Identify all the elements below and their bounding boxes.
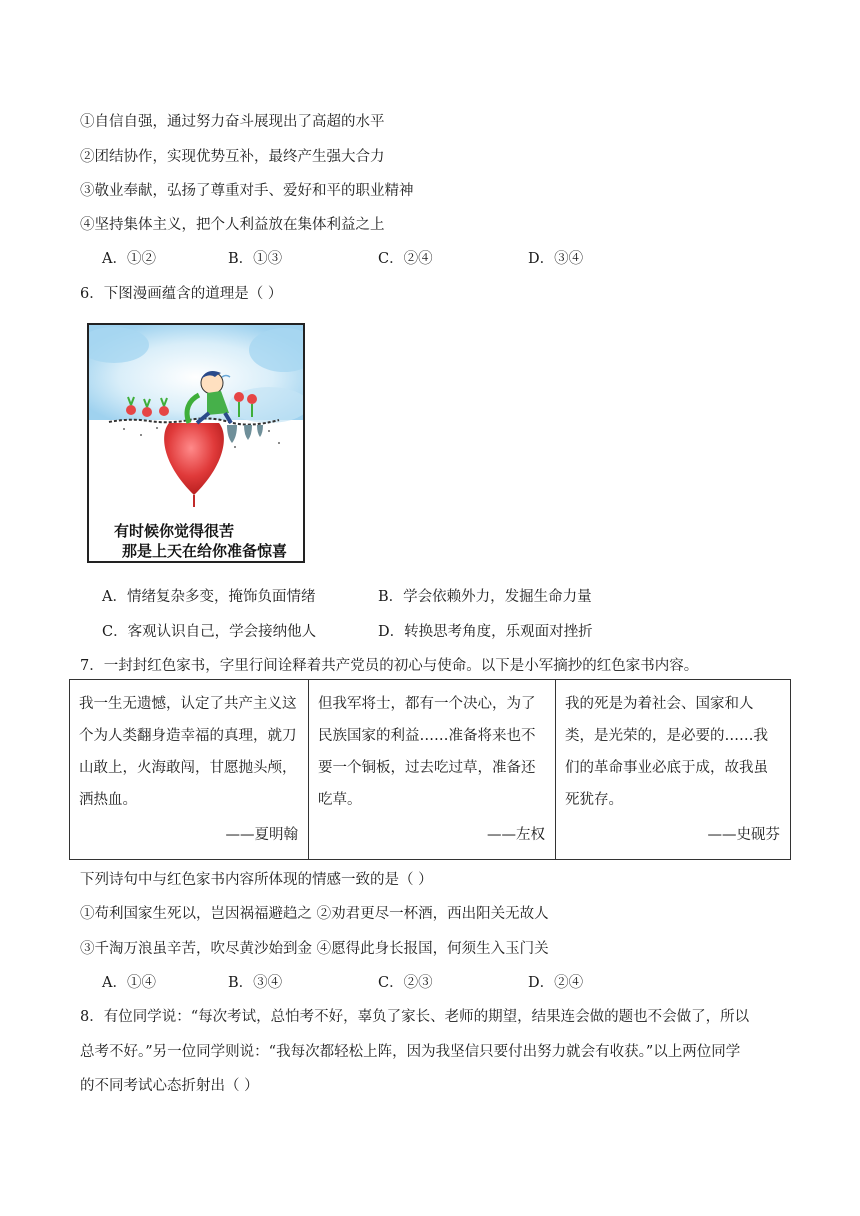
- q6-option-b[interactable]: B．学会依赖外力，发掘生命力量: [378, 589, 592, 605]
- letter-text: 但我军将士，都有一个决心，为了民族国家的利益……准备将来也不要一个铜板，过去吃过草，准备还吃草。: [318, 696, 536, 808]
- q6-cartoon-caption-2: 那是上天在给你准备惊喜: [122, 542, 288, 560]
- q6-option-a[interactable]: A．情绪复杂多变，掩饰负面情绪: [102, 589, 316, 605]
- q8-line-2: 总考不好。”另一位同学则说：“我每次都轻松上阵，因为我坚信只要付出努力就会有收获。”以上两位同学: [80, 1044, 741, 1060]
- q5-option-b[interactable]: B．①③: [228, 251, 283, 267]
- q8-line-1: 8．有位同学说：“每次考试，总怕考不好，辜负了家长、老师的期望，结果连会做的题也不会做了，所以: [80, 1009, 750, 1025]
- letter-text: 我一生无遗憾，认定了共产主义这个为人类翻身造幸福的真理，就刀山敢上，火海敢闯，甘愿抛头颅，洒热血。: [79, 696, 297, 808]
- q8-line-3: 的不同考试心态折射出（ ）: [80, 1078, 259, 1094]
- q6-option-d[interactable]: D．转换思考角度，乐观面对挫折: [378, 624, 593, 640]
- q5-statement-3: ③敬业奉献，弘扬了尊重对手、爱好和平的职业精神: [80, 183, 414, 199]
- q7-letters-table: [69, 679, 791, 860]
- letter-author: ——左权: [487, 827, 545, 843]
- q7-question: 下列诗句中与红色家书内容所体现的情感一致的是（ ）: [80, 872, 433, 888]
- letter-cell: [556, 680, 791, 860]
- q7-stem: 7．一封封红色家书，字里行间诠释着共产党员的初心与使命。以下是小军摘抄的红色家书内容。: [80, 658, 699, 674]
- q7-poems-1: ①苟利国家生死以，岂因祸福避趋之 ②劝君更尽一杯酒，西出阳关无故人: [80, 906, 549, 922]
- letter-cell: [70, 680, 309, 860]
- q5-statement-4: ④坚持集体主义，把个人利益放在集体利益之上: [80, 217, 385, 233]
- q5-option-d[interactable]: D．③④: [528, 251, 584, 267]
- q7-option-b[interactable]: B．③④: [228, 975, 283, 991]
- q7-option-a[interactable]: A．①④: [102, 975, 156, 991]
- letter-author: ——夏明翰: [225, 827, 298, 843]
- q6-option-c[interactable]: C．客观认识自己，学会接纳他人: [102, 624, 317, 640]
- q5-option-a[interactable]: A．①②: [102, 251, 156, 267]
- letter-cell: [309, 680, 556, 860]
- q6-cartoon-caption-1: 有时候你觉得很苦: [114, 522, 235, 540]
- q7-option-c[interactable]: C．②③: [378, 975, 433, 991]
- letter-text: 我的死是为着社会、国家和人类，是光荣的，是必要的……我们的革命事业必底于成，故我虽死犹存。: [565, 696, 768, 808]
- q5-statement-2: ②团结协作，实现优势互补，最终产生强大合力: [80, 149, 385, 165]
- q5-statement-1: ①自信自强，通过努力奋斗展现出了高超的水平: [80, 114, 385, 130]
- q5-option-c[interactable]: C．②④: [378, 251, 433, 267]
- letter-author: ——史砚芬: [707, 827, 780, 843]
- q6-stem: 6．下图漫画蕴含的道理是（ ）: [80, 286, 283, 302]
- q6-cartoon: [87, 323, 305, 563]
- q7-poems-2: ③千淘万浪虽辛苦，吹尽黄沙始到金 ④愿得此身长报国，何须生入玉门关: [80, 941, 549, 957]
- q7-option-d[interactable]: D．②④: [528, 975, 584, 991]
